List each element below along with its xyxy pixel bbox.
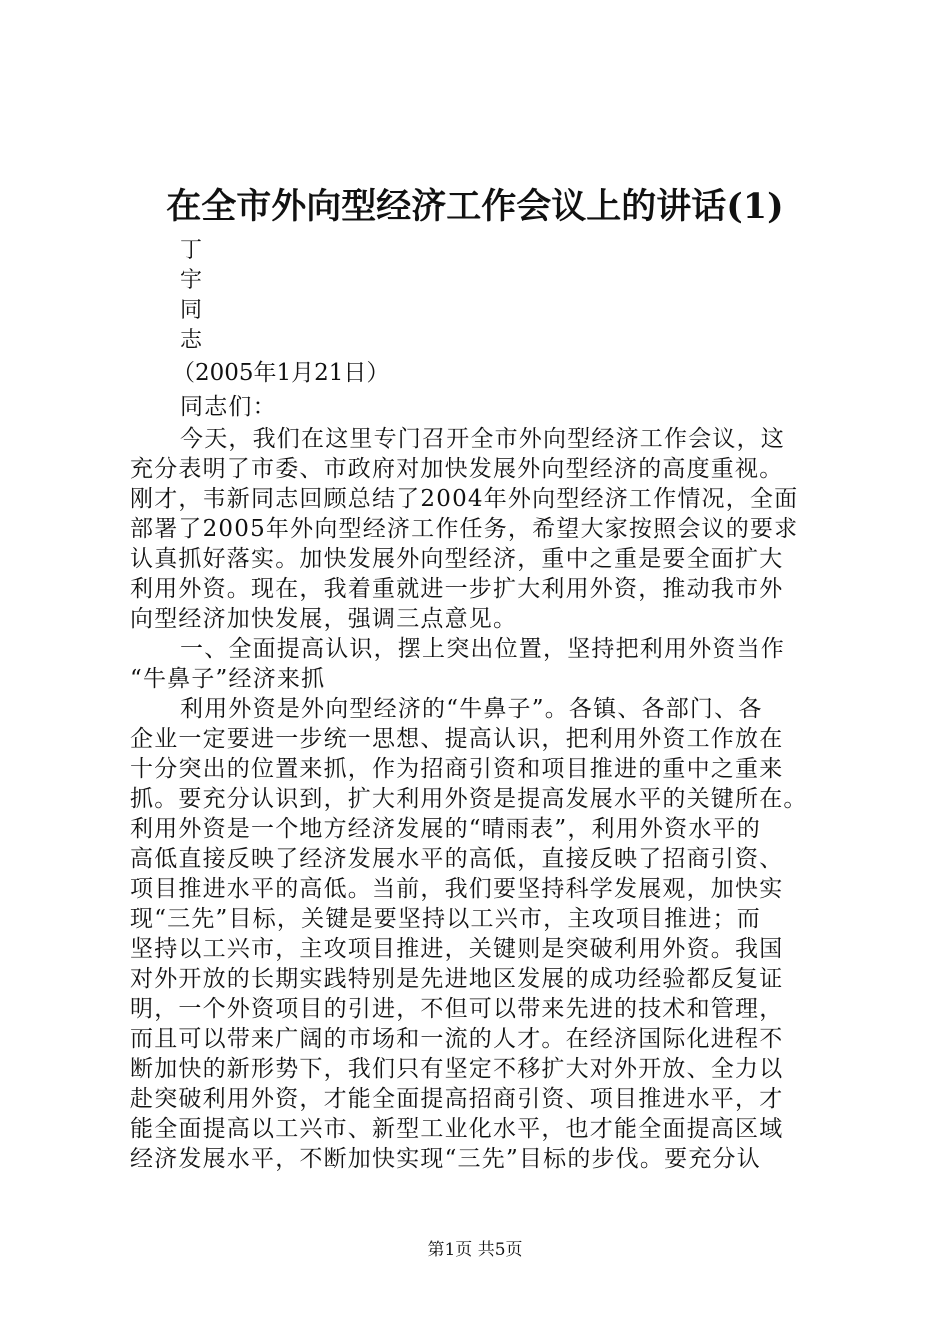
body-line: 而且可以带来广阔的市场和一流的人才。在经济国际化进程不 (130, 1026, 784, 1052)
body-line: 能全面提高以工兴市、新型工业化水平，也才能全面提高区域 (130, 1116, 784, 1142)
body-line: 利用外资。现在，我着重就进一步扩大利用外资，推动我市外 (130, 576, 784, 602)
body-line: 认真抓好落实。加快发展外向型经济，重中之重是要全面扩大 (130, 546, 784, 572)
body-line: 刚才，韦新同志回顾总结了2004年外向型经济工作情况，全面 (130, 486, 799, 512)
body-line: 部署了2005年外向型经济工作任务，希望大家按照会议的要求 (130, 516, 799, 542)
author-char: 宇 (180, 268, 203, 293)
body-line: 坚持以工兴市，主攻项目推进，关键则是突破利用外资。我国 (130, 936, 784, 962)
page-footer: 第1页 共5页 (427, 1240, 523, 1260)
body-line: 赴突破利用外资，才能全面提高招商引资、项目推进水平，才 (130, 1086, 784, 1112)
body-line: 今天，我们在这里专门召开全市外向型经济工作会议，这 (180, 426, 785, 452)
document-title: 在全市外向型经济工作会议上的讲话(1) (166, 186, 784, 227)
salutation: 同志们： (180, 394, 277, 420)
body-line: 高低直接反映了经济发展水平的高低，直接反映了招商引资、 (130, 846, 784, 872)
body-line: 抓。要充分认识到，扩大利用外资是提高发展水平的关键所在。 (130, 786, 808, 812)
body-line: 断加快的新形势下，我们只有坚定不移扩大对外开放、全力以 (130, 1056, 784, 1082)
body-line: 利用外资是外向型经济的“牛鼻子”。各镇、各部门、各 (180, 696, 763, 722)
body-line: 明，一个外资项目的引进，不但可以带来先进的技术和管理， (130, 996, 784, 1022)
speech-date: （2005年1月21日） (172, 360, 390, 386)
author-name (180, 236, 220, 356)
section-heading: 一、全面提高认识，摆上突出位置，坚持把利用外资当作 (180, 636, 785, 662)
author-char: 志 (180, 328, 203, 353)
body-line: 经济发展水平，不断加快实现“三先”目标的步伐。要充分认 (130, 1146, 761, 1172)
section-heading: “牛鼻子”经济来抓 (130, 666, 326, 692)
author-char: 丁 (180, 238, 203, 263)
body-line: 现“三先”目标，关键是要坚持以工兴市，主攻项目推进；而 (130, 906, 761, 932)
body-line: 向型经济加快发展，强调三点意见。 (130, 606, 518, 632)
body-line: 利用外资是一个地方经济发展的“晴雨表”，利用外资水平的 (130, 816, 761, 842)
body-line: 企业一定要进一步统一思想、提高认识，把利用外资工作放在 (130, 726, 784, 752)
author-char: 同 (180, 298, 203, 323)
body-line: 对外开放的长期实践特别是先进地区发展的成功经验都反复证 (130, 966, 784, 992)
body-line: 充分表明了市委、市政府对加快发展外向型经济的高度重视。 (130, 456, 784, 482)
body-line: 十分突出的位置来抓，作为招商引资和项目推进的重中之重来 (130, 756, 784, 782)
body-line: 项目推进水平的高低。当前，我们要坚持科学发展观，加快实 (130, 876, 784, 902)
